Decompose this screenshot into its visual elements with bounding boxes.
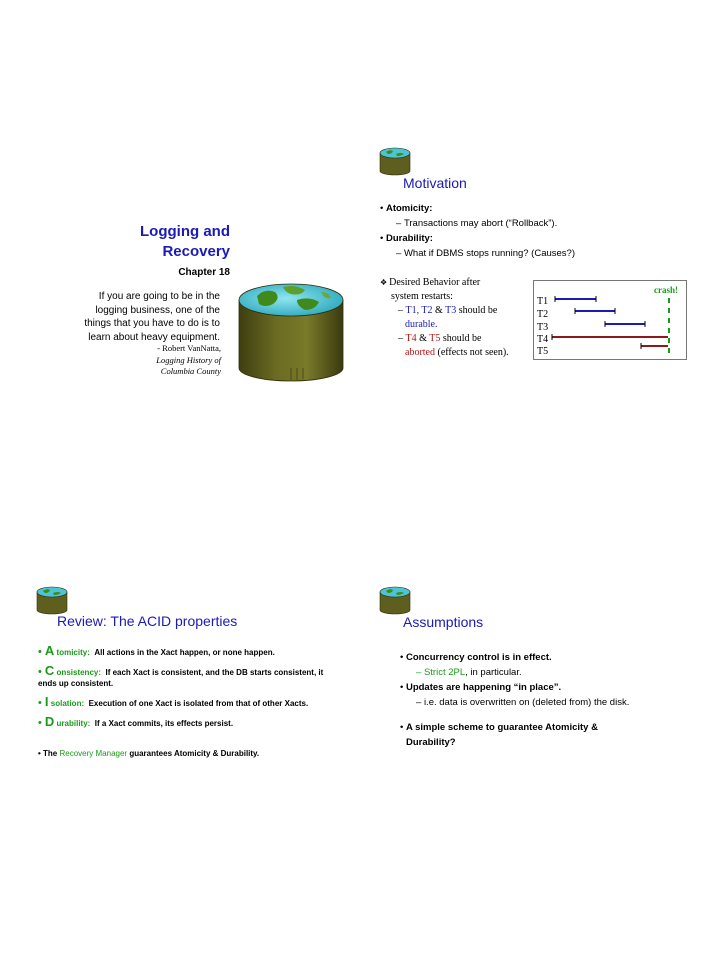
bullet-dot: • [380, 233, 386, 244]
quote [40, 290, 220, 344]
diamond-bullet-icon: ❖ [380, 278, 390, 287]
crash-label: crash! [654, 285, 678, 295]
chapter-label: Chapter 18 [178, 267, 230, 278]
bullet-dot: • [38, 749, 44, 758]
quote-line: things that you have to do is to [84, 318, 220, 329]
bullet-dot: • [400, 722, 406, 733]
assumption: Concurrency control is in effect. [405, 652, 552, 663]
aborted-word: aborted [405, 347, 435, 358]
bullet-dot: • [38, 646, 45, 658]
acid-item [38, 665, 338, 689]
acid-lead: tomicity: [56, 648, 90, 657]
slide4-title: Assumptions [403, 614, 484, 630]
recovery-statement [38, 749, 358, 758]
acid-lead: onsistency: [56, 668, 102, 677]
durability-sub: What if DBMS stops running? (Causes?) [403, 248, 576, 259]
acid-item [38, 696, 338, 709]
acid-item [38, 645, 338, 658]
database-globe-icon [378, 584, 412, 616]
assumption: Updates are happening “in place”. [405, 682, 562, 693]
acid-list [38, 645, 338, 736]
bullet-dot: • [38, 666, 45, 678]
durable-tx3: T3 [445, 305, 457, 316]
durable-txs: T1, T2 [405, 305, 433, 316]
bullet-dot: • [38, 717, 45, 729]
acid-lead: urability: [56, 719, 91, 728]
amp: & [432, 305, 446, 316]
quote-author: - Robert VanNatta, [157, 343, 221, 353]
durability-label: Durability: [385, 233, 433, 244]
tx-label: T3 [537, 322, 549, 333]
slide1-title-line2: Recovery [162, 243, 230, 260]
bullet-dot: • [400, 652, 406, 663]
aborted-tx4: T4 [405, 333, 417, 344]
acid-letter: I [44, 694, 49, 709]
effects-not-seen: (effects not seen). [435, 347, 509, 358]
atomicity-sub: Transactions may abort (“Rollback”). [403, 218, 558, 229]
assumption: A simple scheme to guarantee Atomicity & Durability? [405, 722, 598, 748]
should-be: should be [456, 305, 498, 316]
assumption-sub: i.e. data is overwritten on (deleted from) the disk. [423, 697, 630, 708]
quote-source: Logging History of [156, 354, 221, 365]
acid-letter: D [44, 714, 55, 729]
aborted-tx5: T5 [429, 333, 441, 344]
recovery-manager: Recovery Manager [59, 749, 128, 758]
tx-label: T1 [537, 296, 549, 307]
database-globe-icon [378, 145, 412, 177]
slide3-title: Review: The ACID properties [57, 613, 238, 629]
tx-label: T2 [537, 309, 549, 320]
desired-line: system restarts: [391, 291, 453, 302]
acid-letter: C [44, 663, 55, 678]
dash: – [416, 697, 424, 708]
slide2-title: Motivation [403, 175, 467, 191]
bullet-dot: • [380, 203, 386, 214]
tx-label: T4 [537, 334, 549, 345]
acid-item [38, 716, 338, 729]
quote-line: learn about heavy equipment. [88, 331, 220, 343]
acid-desc: All actions in the Xact happen, or none happen. [94, 648, 275, 657]
dash: – [396, 218, 404, 229]
acid-letter: A [44, 643, 55, 658]
dash: – [416, 667, 424, 678]
assumption-sub: , in particular. [465, 667, 522, 678]
bullet-dot: • [400, 682, 406, 693]
acid-desc: If each Xact is consistent, and the DB starts consistent, it ends up consistent. [38, 668, 324, 688]
strict-2pl: Strict 2PL [423, 667, 466, 678]
tx-label: T5 [537, 346, 549, 357]
durable-word: durable. [405, 319, 438, 330]
database-globe-icon [235, 278, 347, 383]
slide1-title [100, 222, 230, 262]
motivation-list [380, 201, 690, 261]
acid-lead: solation: [50, 699, 85, 708]
slide1-title-line1: Logging and [140, 223, 230, 240]
assumptions-list [400, 650, 700, 750]
bullet-dot: • [38, 697, 45, 709]
recovery-post: guarantees Atomicity & Durability. [129, 749, 260, 758]
dash: – [396, 248, 404, 259]
quote-source: Columbia County [160, 366, 221, 376]
acid-desc: Execution of one Xact is isolated from that of other Xacts. [88, 699, 309, 708]
desired-behavior [380, 276, 535, 360]
dash: – [398, 305, 406, 316]
recovery-pre: The [43, 749, 58, 758]
acid-desc: If a Xact commits, its effects persist. [94, 719, 234, 728]
quote-line: If you are going to be in the [98, 291, 220, 302]
atomicity-label: Atomicity: [385, 203, 433, 214]
transaction-timeline [533, 280, 688, 360]
amp: & [416, 333, 430, 344]
should-be: should be [440, 333, 482, 344]
database-globe-icon [35, 584, 69, 616]
quote-line: logging business, one of the [95, 304, 220, 316]
desired-line: Desired Behavior after [389, 277, 481, 288]
quote-attribution [60, 343, 221, 378]
dash: – [398, 333, 406, 344]
